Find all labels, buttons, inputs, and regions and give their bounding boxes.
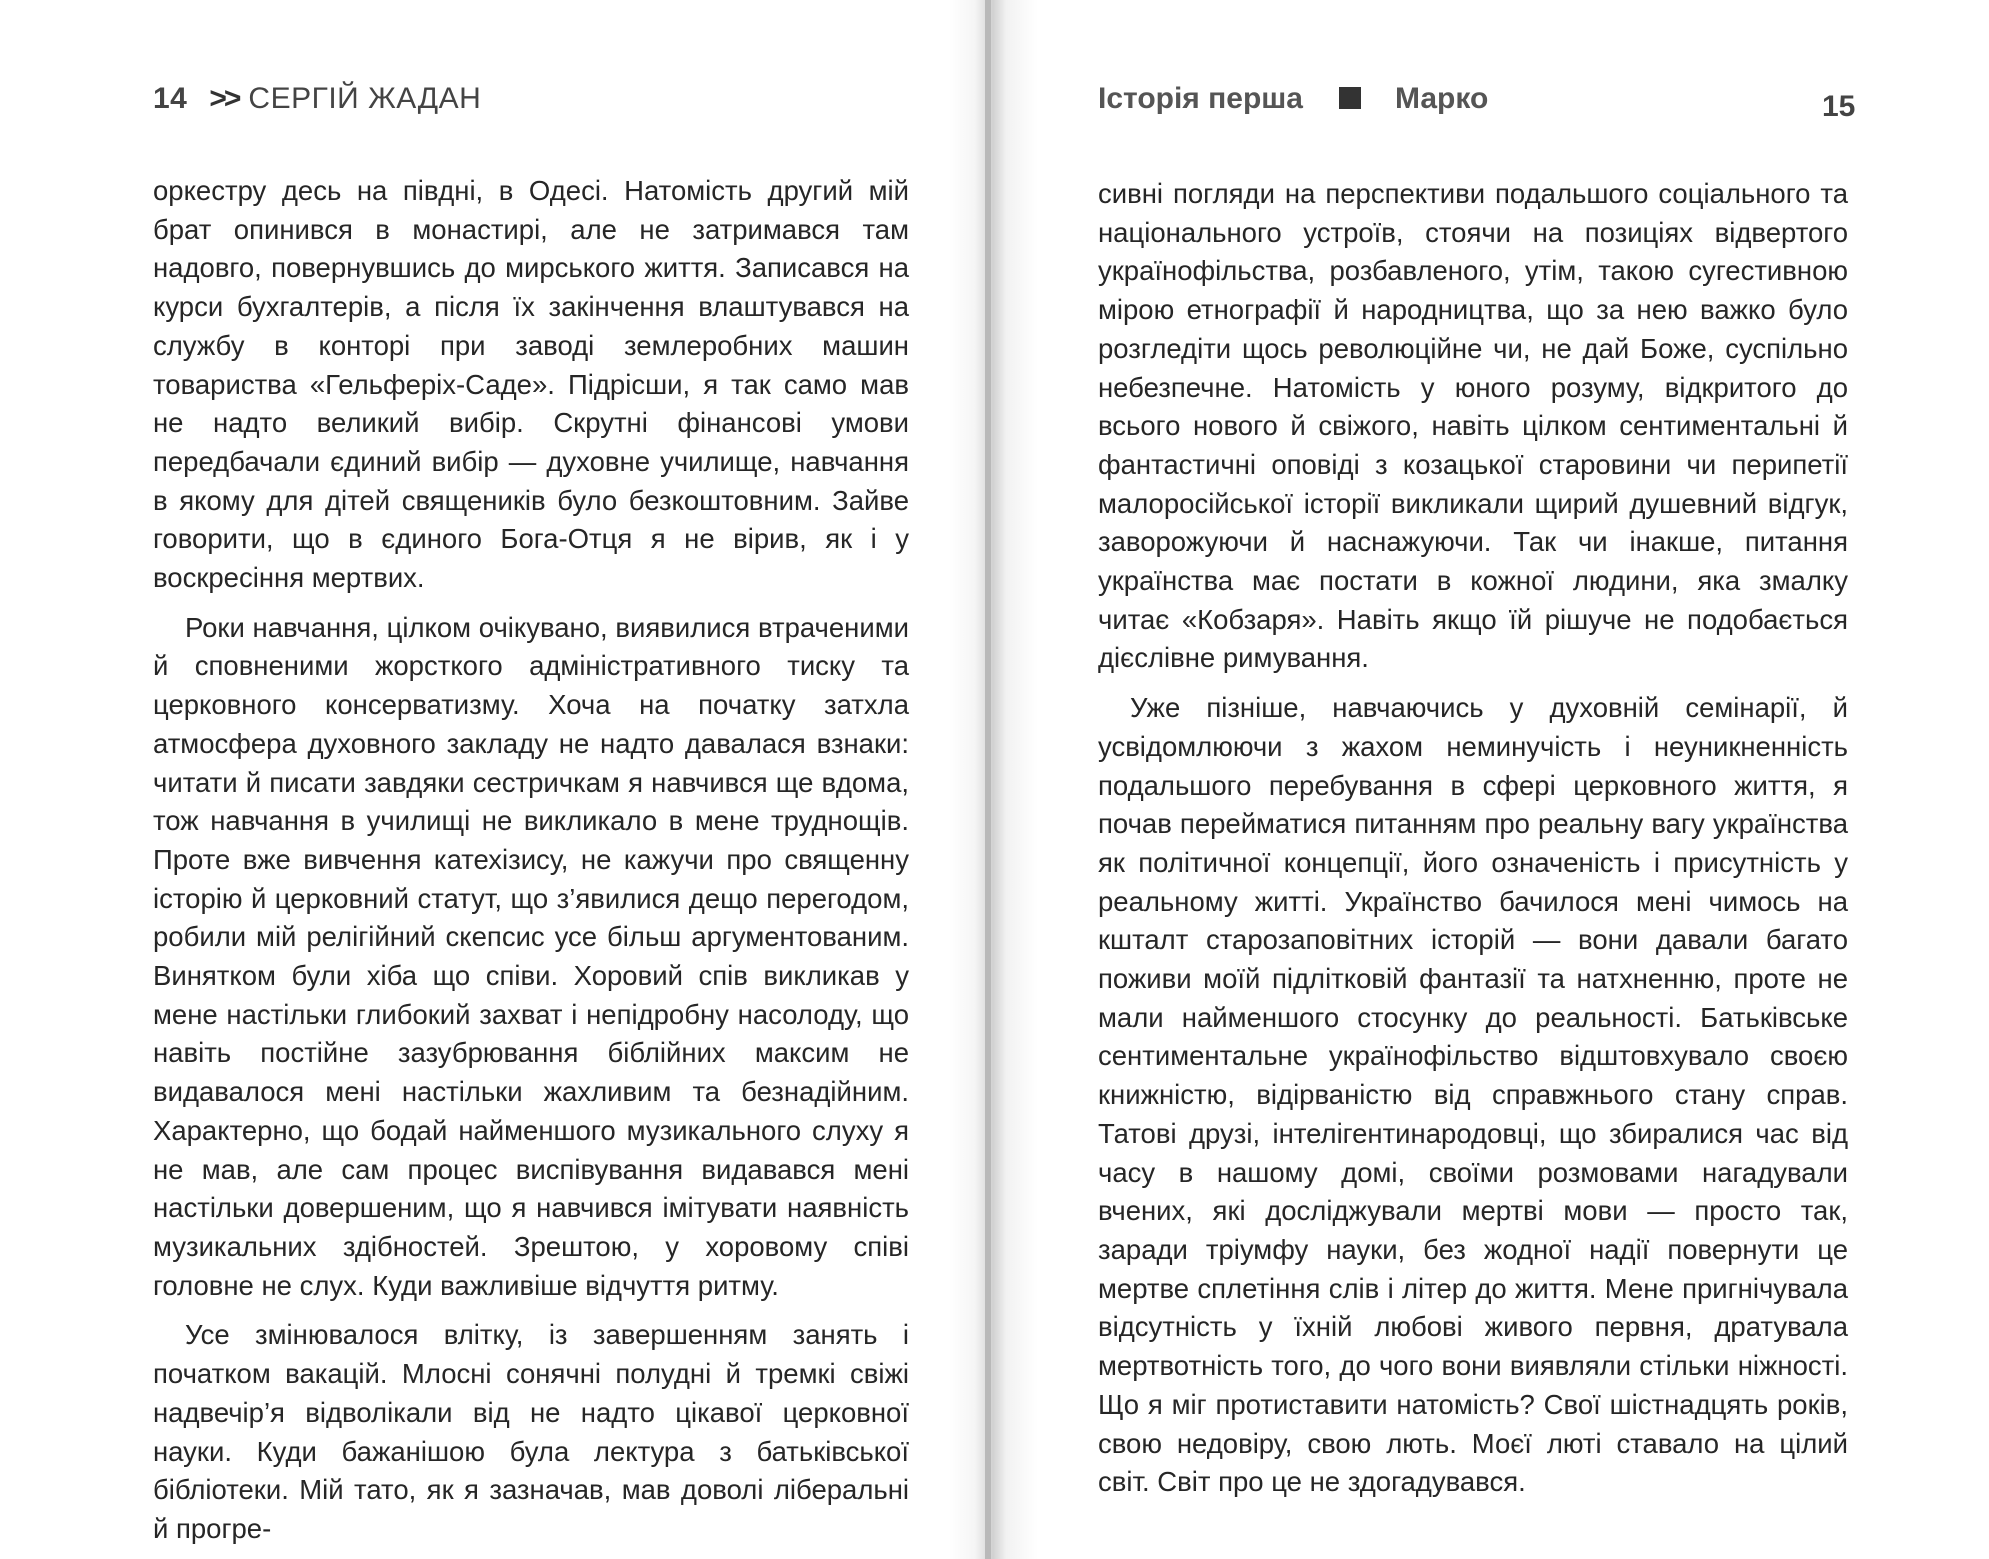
book-spine-line: [985, 0, 991, 1559]
author-name: СЕРГІЙ ЖАДАН: [248, 82, 482, 115]
right-page: [990, 0, 1989, 1559]
paragraph: Роки навчання, цілком очікувано, виявилися втраченими й сповненими жорсткого адміністративного тиску та церковного консерватизму. Хоча на початку затхла атмосфера духовного закладу не надто давалася взнаки: читати й писати завдяки сестричкам я навчився ще вдома, тож навчання в училищі не викликало в мене труднощів. Проте вже вивчення катехізису, не кажучи про священну історію й церковний статут, що з’явилися дещо перегодом, робили мій релігійний скепсис усе більш аргументованим. Винятком були хіба що співи. Хоровий спів викликав у мене настільки глибокий захват і непідробну насолоду, що навіть постійне зазубрювання біблійних максим не видавалося мені настільки жахливим та безнадійним. Характерно, що бодай найменшого музикального слуху я не мав, але сам процес виспівування видавався мені настільки довершеним, що я навчився імітувати наявність музикальних здібностей. Зрештою, у хоровому співі головне не слух. Куди важливіше відчуття ритму.: [153, 611, 909, 1301]
left-page: [0, 0, 990, 1559]
paragraph: оркестру десь на півдні, в Одесі. Натомість другий мій брат опинився в монастирі, але не затримався там надовго, повернувшись до мирського життя. Записався на курси бухгалтерів, а після їх закінчення влаштувався на службу в конторі при заводі землеробних машин товариства «Гельферіх-Саде». Підрісши, я так само мав не надто великий вибір. Скрутні фінансові умови передбачали єдиний вибір — духовне училище, навчання в якому для дітей священиків було безкоштовним. Зайве говорити, що в єдиного Бога-Отця я не вірив, як і у воскресіння мертвих.: [153, 175, 909, 594]
character-name: Марко: [1394, 82, 1489, 115]
left-page-number: 14: [153, 82, 188, 115]
right-page-number: 15: [1822, 90, 1856, 123]
left-body-text: [153, 172, 909, 1559]
paragraph: Уже пізніше, навчаючись у духовній семінарії, й усвідомлюючи з жахом неминучість і неуникненність подальшого перебування в сфері церковного життя, я почав перейматися питанням про реальну вагу українства як політичної концепції, його означеність і присутність у реальному житті. Українство бачилося мені чимось на кшталт старозаповітних історій — вони давали багато поживи моїй підлітковій фантазії та натхненню, проте не мали найменшого стосунку до реальності. Батьківське сентиментальне українофільство відштовхувало своєю книжністю, відірваністю від справжнього стану справ. Татові друзі, інтелігентинародовці, що збиралися час від часу в нашому домі, своїми розмовами нагадували вчених, які досліджували мертві мови — просто так, заради тріумфу науки, без жодної надії повернути це мертве сплетіння слів і літер до життя. Мене пригнічувала відсутність у їхній любові живого первня, дратувала мертвотність того, до чого вони виявляли стільки ніжності. Що я міг протиставити натомість? Свої шістнадцять років, свою недовіру, свою лють. Моєї люті ставало на цілий світ. Світ про це не здогадувався.: [1098, 692, 1848, 1498]
story-title: Історія перша: [1098, 82, 1303, 115]
square-separator-icon: [1339, 87, 1361, 109]
paragraph: сивні погляди на перспективи подальшого соціального та національного устроїв, стоячи на позиціях відвертого українофільства, розбавленого, утім, такою сугестивною мірою етнографії й народництва, що за нею важко було розгледіти щось революційне чи, не дай Боже, суспільно небезпечне. Натомість у юного розуму, відкритого до всього нового й свіжого, навіть цілком сентиментальні й фантастичні оповіді з козацької старовини чи перипетії малоросійської історії викликали щирий душевний відгук, заворожуючи й наснажуючи. Так чи інакше, питання українства має постати в кожної людини, яка змалку читає «Кобзаря». Навіть якщо їй рішуче не подобається дієслівне римування.: [1098, 178, 1848, 674]
left-running-header: [153, 82, 481, 116]
paragraph: Усе змінювалося влітку, із завершенням занять і початком вакацій. Млосні сонячні полудні й тремкі свіжі надвечір’я відволікали від не надто цікавої церковної науки. Куди бажанішою була лектура з батьківської бібліотеки. Мій тато, як я зазначав, мав доволі ліберальні й прогре-: [153, 1319, 909, 1544]
book-gutter-shadow: [948, 0, 1038, 1559]
chevron-separator-icon: >>: [209, 82, 239, 115]
right-body-text: [1098, 175, 1848, 1513]
right-running-header: [1098, 82, 1488, 116]
